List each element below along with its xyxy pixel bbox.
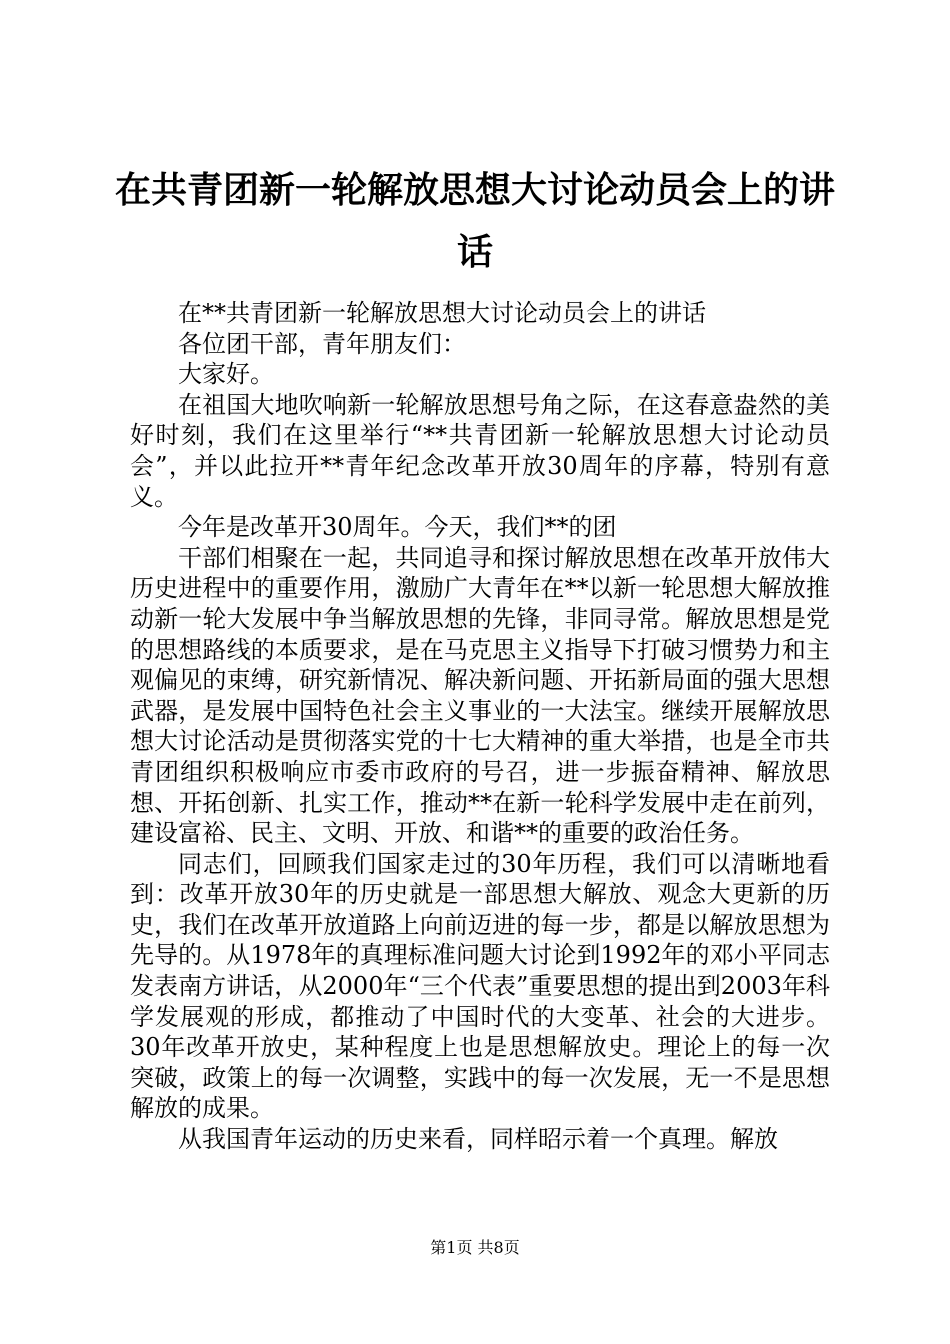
paragraph-opening: 在祖国大地吹响新一轮解放思想号角之际，在这春意盎然的美好时刻，我们在这里举行“**共青团新一轮解放思想大讨论动员会”，并以此拉开**青年纪念改革开放30周年的序幕，特别有意义。 [130,390,830,511]
document-title: 在共青团新一轮解放思想大讨论动员会上的讲话 [114,170,835,273]
paragraph-anniversary: 今年是改革开30周年。今天，我们**的团 [178,513,617,542]
paragraph-heading-repeat: 在**共青团新一轮解放思想大讨论动员会上的讲话 [178,299,706,327]
paragraph-greeting: 大家好。 [178,360,274,389]
document-body [130,298,830,1155]
paragraph-salutation: 各位团干部，青年朋友们： [178,329,466,358]
paragraph-history: 同志们，回顾我们国家走过的30年历程，我们可以清晰地看到：改革开放30年的历史就是一部思想大解放、观念大更新的历史，我们在改革开放道路上向前迈进的每一步，都是以解放思想为先导的。从1978年的真理标准问题大讨论到1992年的邓小平同志发表南方讲话，从2000年“三个代表”重要思想的提出到2003年科学发展观的形成，都推动了中国时代的大变革、社会的大进步。30年改革开放史，某种程度上也是思想解放史。理论上的每一次突破，政策上的每一次调整，实践中的每一次发展，无一不是思想解放的成果。 [130,849,830,1123]
paragraph-youth-movement: 从我国青年运动的历史来看，同样昭示着一个真理。解放 [178,1125,778,1154]
paragraph-significance: 干部们相聚在一起，共同追寻和探讨解放思想在改革开放伟大历史进程中的重要作用，激励广大青年在**以新一轮思想大解放推动新一轮大发展中争当解放思想的先锋，非同寻常。解放思想是党的思想路线的本质要求，是在马克思主义指导下打破习惯势力和主观偏见的束缚，研究新情况、解决新问题、开拓新局面的强大思想武器，是发展中国特色社会主义事业的一大法宝。继续开展解放思想大讨论活动是贯彻落实党的十七大精神的重大举措，也是全市共青团组织积极响应市委市政府的号召，进一步振奋精神、解放思想、开拓创新、扎实工作，推动**在新一轮科学发展中走在前列，建设富裕、民主、文明、开放、和谐**的重要的政治任务。 [130,543,830,848]
page-footer: 第1页 共8页 [430,1238,520,1257]
